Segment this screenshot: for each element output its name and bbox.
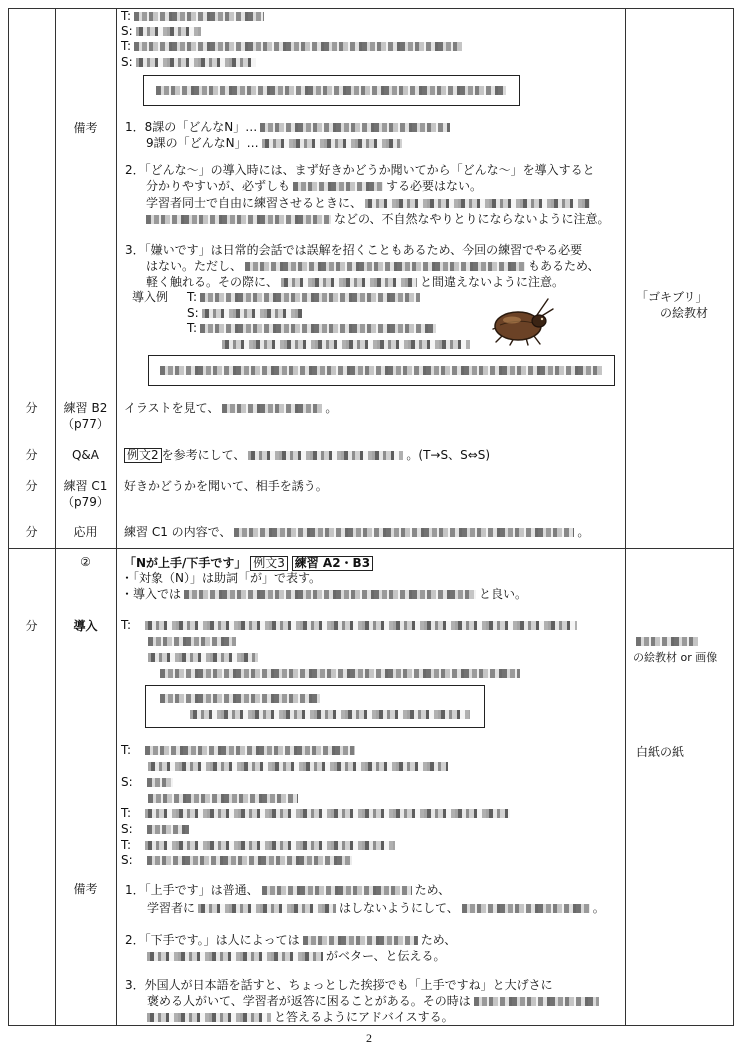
materials-column	[625, 8, 733, 1025]
redacted-text	[262, 139, 402, 148]
redacted-text	[160, 669, 520, 678]
speaker-label: S:	[187, 306, 199, 320]
note-text: 9課の「どんなN」…	[146, 136, 259, 150]
redacted-text	[148, 794, 298, 803]
dialog-line	[121, 9, 267, 24]
dialog-line	[187, 306, 305, 321]
note-line	[147, 1010, 454, 1025]
note-line	[146, 179, 482, 194]
redacted-text	[147, 778, 173, 787]
reference-tag: 例文2	[124, 448, 162, 463]
material-item: 「ゴキブリ」	[636, 290, 708, 304]
activity-description	[124, 525, 589, 540]
redacted-text	[303, 936, 418, 945]
note-text: はない。ただし、	[146, 259, 243, 273]
section-heading	[124, 556, 373, 571]
note-line	[146, 259, 600, 274]
redacted-text	[234, 528, 574, 537]
redacted-text	[145, 746, 355, 755]
section-title: 「Nが上手/下手です」	[124, 556, 247, 570]
note-text: もあるため、	[528, 259, 600, 273]
redacted-text	[156, 86, 506, 95]
speaker-label: T:	[121, 618, 132, 632]
redacted-text	[145, 809, 510, 818]
speaker-label: S:	[121, 55, 133, 69]
remarks-label: 備考	[73, 882, 98, 896]
redacted-text	[148, 637, 236, 646]
note-text: 褒める人がいて、学習者が返答に困ることがある。その時は	[147, 994, 471, 1008]
time-cell: 分	[25, 479, 38, 493]
dialog-line	[121, 775, 176, 790]
redacted-text	[636, 637, 698, 646]
redacted-text	[134, 42, 462, 51]
redacted-text	[148, 762, 448, 771]
dialog-line	[121, 853, 355, 868]
dialog-line	[121, 743, 358, 758]
activity-text: 。	[577, 525, 590, 539]
reference-tag: 例文3	[250, 556, 288, 571]
speaker-label: S:	[121, 853, 133, 867]
dialog-line	[160, 666, 523, 681]
note-text: 分かりやすいが、必ずしも	[146, 179, 291, 193]
dialog-line	[121, 806, 513, 821]
note-line	[125, 883, 450, 898]
redacted-text	[147, 856, 352, 865]
redacted-text	[136, 58, 256, 67]
note-text: と間違えないように注意。	[420, 275, 565, 289]
redacted-text	[145, 621, 577, 630]
board-box	[143, 75, 520, 106]
redacted-text	[184, 590, 476, 599]
stage-column	[55, 8, 116, 1025]
cockroach-illustration	[490, 296, 554, 346]
speaker-label: T:	[121, 39, 132, 53]
speaker-label: S:	[121, 822, 133, 836]
dialog-line	[187, 321, 439, 336]
material-item: 白紙の紙	[636, 745, 685, 759]
bullet-text: と良い。	[479, 587, 528, 601]
speaker-label: S:	[121, 24, 133, 38]
activity-description: 好きかどうかを聞いて、相手を誘う。	[124, 479, 328, 493]
time-cell: 分	[25, 401, 38, 415]
board-box	[145, 685, 485, 728]
bullet-line	[121, 587, 527, 602]
redacted-text	[198, 904, 336, 913]
note-line	[147, 901, 605, 916]
activity-label: Q&A	[71, 448, 99, 462]
note-text: などの、不自然なやりとりにならないように注意。	[334, 212, 610, 226]
dialog-line	[222, 337, 473, 352]
activity-label: 練習 B2	[63, 401, 108, 415]
dialog-line	[121, 55, 259, 70]
note-text: ため、	[420, 933, 457, 947]
dialog-line	[148, 650, 261, 665]
dialog-line	[121, 838, 398, 853]
table-left-border	[8, 8, 9, 1026]
content-column	[116, 8, 625, 1025]
redacted-text	[245, 262, 525, 271]
speaker-label: T:	[121, 838, 132, 852]
note-text: 1．「上手です」は普通、	[125, 883, 259, 897]
redacted-text	[200, 324, 436, 333]
redacted-text	[136, 27, 201, 36]
speaker-label: T:	[121, 743, 132, 757]
reference-tag: 練習 A2・B3	[292, 556, 373, 571]
note-line: 3．「嫌いです」は日常的会話では誤解を招くこともあるため、今回の練習でやる必要	[125, 243, 583, 257]
redacted-text	[134, 12, 264, 21]
material-item	[636, 634, 701, 649]
dialog-line	[148, 791, 301, 806]
redacted-text	[474, 997, 599, 1006]
table-right-border	[733, 8, 734, 1026]
speaker-label: S:	[121, 775, 133, 789]
note-text: 1．8課の「どんなN」…	[125, 120, 258, 134]
note-text: がベター、と伝える。	[326, 949, 446, 963]
speaker-label: T:	[187, 321, 198, 335]
redacted-text	[147, 1013, 271, 1022]
note-text: はしないようにして、	[339, 901, 459, 915]
activity-text: を参考にして、	[161, 448, 246, 462]
note-line: 2．「どんな～」の導入時には、まず好きかどうか聞いてから「どんな～」を導入すると	[125, 163, 595, 177]
redacted-text	[248, 451, 403, 460]
activity-description	[124, 401, 337, 416]
redacted-text	[281, 278, 417, 287]
note-line	[146, 275, 564, 290]
note-line	[146, 136, 405, 151]
note-text: ため、	[414, 883, 451, 897]
redacted-text	[222, 340, 470, 349]
redacted-text	[260, 123, 450, 132]
redacted-text	[148, 653, 258, 662]
note-text: 。	[592, 901, 605, 915]
redacted-text	[147, 952, 323, 961]
redacted-text	[365, 199, 590, 208]
note-text: 学習者に	[147, 901, 196, 915]
column-divider	[55, 8, 56, 1026]
activity-text: 。	[325, 401, 338, 415]
redacted-text	[146, 215, 331, 224]
speaker-label: T:	[121, 806, 132, 820]
activity-description	[124, 448, 490, 463]
note-text: 軽く触れる。その際に、	[146, 275, 279, 289]
redacted-text	[200, 293, 420, 302]
redacted-text	[293, 182, 383, 191]
redacted-text	[190, 710, 470, 719]
time-cell: 分	[25, 525, 38, 539]
activity-page: （p79）	[62, 495, 109, 509]
activity-text: 。(T→S、S⇔S)	[406, 448, 491, 462]
note-line	[146, 196, 593, 211]
material-item: の絵教材	[660, 306, 709, 320]
time-column	[8, 8, 55, 1025]
material-item: の絵教材 or 画像	[633, 651, 718, 664]
note-text: と答えるようにアドバイスする。	[274, 1010, 454, 1024]
dialog-line	[121, 822, 192, 837]
note-text: する必要はない。	[386, 179, 483, 193]
dialog-line	[121, 618, 580, 633]
note-text: 2．「下手です。」は人によっては	[125, 933, 300, 947]
note-line	[147, 994, 602, 1009]
page-number: 2	[366, 1031, 372, 1045]
redacted-text	[462, 904, 590, 913]
redacted-text	[160, 694, 320, 703]
activity-text: 練習 C1 の内容で、	[124, 525, 232, 539]
redacted-text	[160, 366, 602, 375]
redacted-text	[262, 886, 412, 895]
time-cell: 分	[25, 619, 38, 633]
remarks-label: 備考	[73, 121, 98, 135]
note-line	[146, 212, 610, 227]
dialog-line	[148, 759, 451, 774]
activity-label: 練習 C1	[63, 479, 108, 493]
note-line: 3．外国人が日本語を話すと、ちょっとした挨拶でも「上手ですね」と大げさに	[125, 978, 553, 992]
dialog-line	[121, 39, 465, 54]
time-cell: 分	[25, 448, 38, 462]
activity-page: （p77）	[62, 417, 109, 431]
note-line	[147, 949, 446, 964]
note-line	[125, 120, 453, 135]
stage-label: 導入	[73, 619, 98, 633]
bullet-text: ・導入では	[121, 587, 182, 601]
redacted-text	[202, 309, 302, 318]
note-text: 学習者同士で自由に練習させるときに、	[146, 196, 363, 210]
redacted-text	[222, 404, 322, 413]
column-divider	[116, 8, 117, 1026]
redacted-text	[145, 841, 395, 850]
column-divider	[625, 8, 626, 1026]
speaker-label: T:	[121, 9, 132, 23]
example-label: 導入例	[132, 290, 169, 304]
activity-label: 応用	[73, 525, 98, 539]
redacted-text	[147, 825, 189, 834]
dialog-line	[187, 290, 423, 305]
speaker-label: T:	[187, 290, 198, 304]
note-line	[125, 933, 456, 948]
board-box	[148, 355, 615, 386]
section-number: ②	[80, 555, 91, 569]
activity-text: イラストを見て、	[124, 401, 220, 415]
dialog-line	[148, 634, 239, 649]
dialog-line	[121, 24, 204, 39]
bullet-line: ・「対象（N）」は助詞「が」で表す。	[121, 571, 322, 585]
